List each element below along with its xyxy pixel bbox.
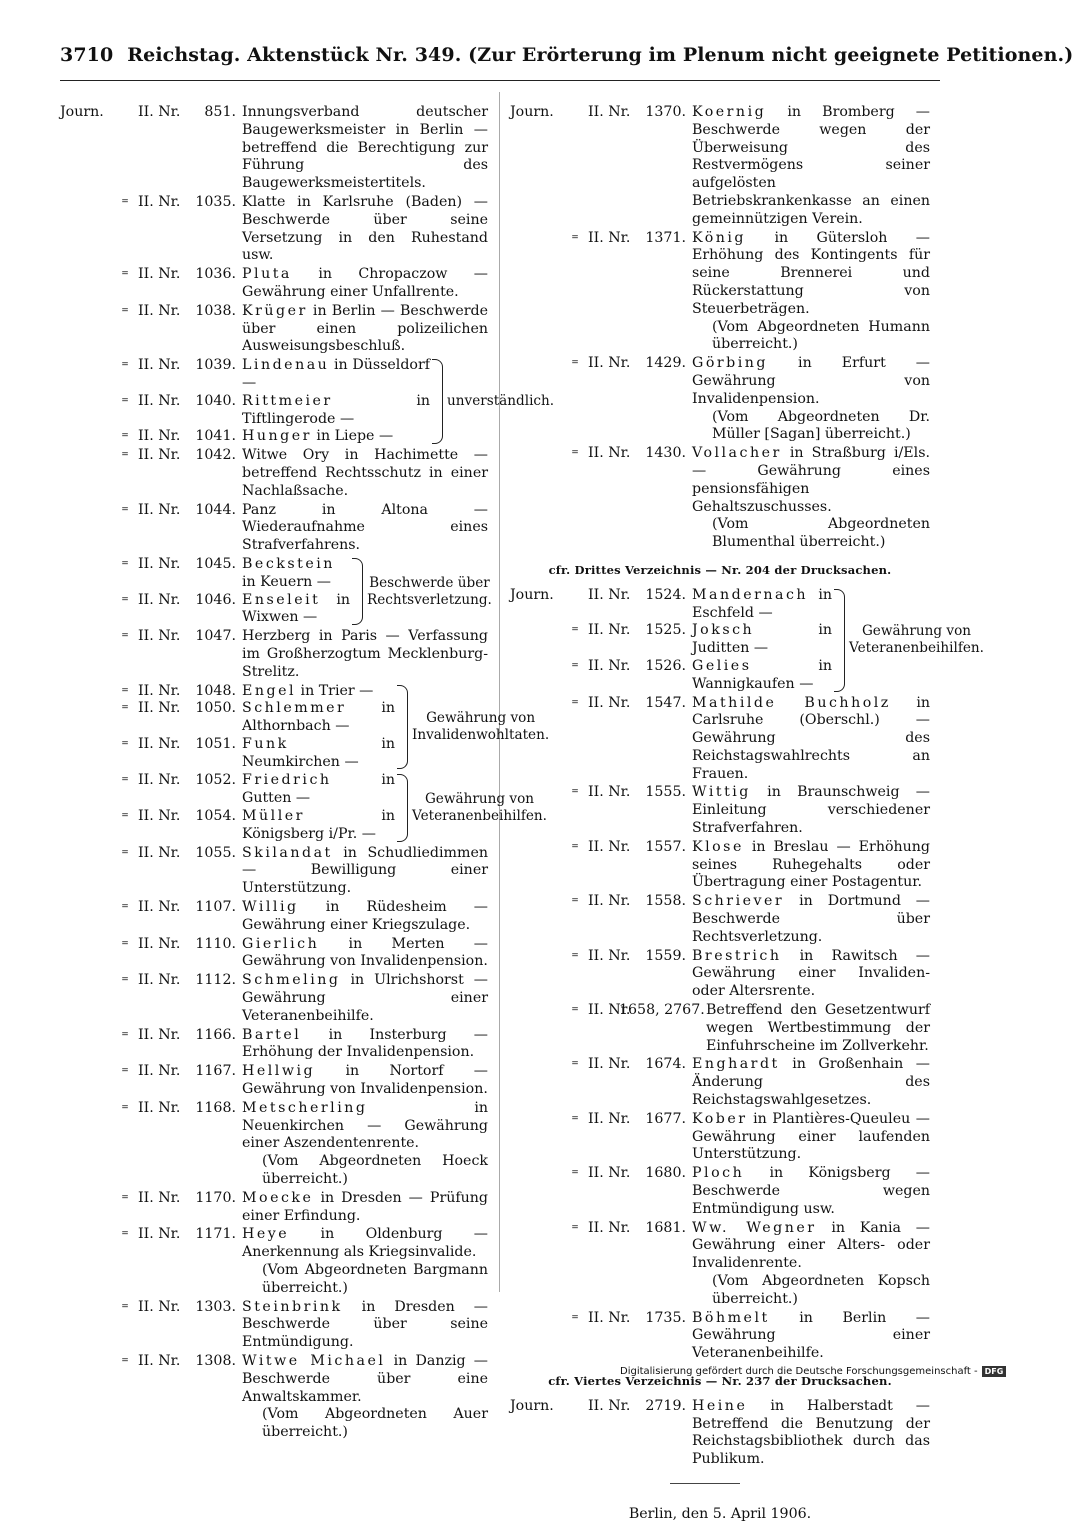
ditto-mark: =: [571, 950, 579, 961]
group-brace: [834, 589, 845, 692]
petition-number: 1526.: [645, 657, 686, 674]
petition-entry: = II. Nr. 1526. Gelies in Wannigkaufen —: [571, 657, 832, 692]
petitioner-name: Krüger: [242, 302, 308, 319]
petitioner-name: Rittmeier: [242, 392, 333, 409]
ditto-mark: =: [121, 1229, 129, 1240]
petition-entry: = II. Nr. 1048. Engel in Trier —: [121, 682, 374, 699]
ditto-mark: =: [571, 697, 579, 708]
ditto-mark: =: [121, 269, 129, 280]
petitioner-name: Mandernach: [692, 586, 809, 603]
petition-number: 1547.: [645, 694, 686, 711]
petition-number: 1048.: [195, 682, 236, 699]
petitioner-name: Willig: [242, 899, 299, 916]
petition-entry: = II. Nr. 1110. Gierlich in Merten — Gewährung von Invalidenpension.: [60, 936, 488, 972]
petitioner-name: Bartel: [242, 1026, 302, 1043]
petition-number: 1524.: [645, 586, 686, 603]
ditto-mark: =: [571, 896, 579, 907]
petitioner-name: Müller: [242, 808, 305, 825]
petition-entry: = II. Nr. 1166. Bartel in Insterburg — Erhöhung der Invalidenpension.: [60, 1027, 488, 1063]
petition-entry: Journ. II. Nr. 2719. Heine in Halberstadt — Betreffend die Benutzung der Reichstagsbibliothek durch das Publikum.: [510, 1397, 930, 1468]
section-heading: cfr. Drittes Verzeichnis — Nr. 204 der Drucksachen.: [548, 562, 892, 577]
petition-number: 1681.: [645, 1219, 686, 1236]
petition-number: 1050.: [195, 700, 236, 717]
petition-number: 1051.: [195, 735, 236, 752]
ditto-mark: =: [121, 1029, 129, 1040]
presenter-note: (Vom Abgeordneten Humann überreicht.): [712, 318, 930, 353]
petitioner-name: Enghardt: [692, 1056, 780, 1073]
ditto-mark: =: [571, 1222, 579, 1233]
petition-entry: Journ. II. Nr. 851. Innungsverband deutscher Baugewerksmeister in Berlin — betreffend die Berechtigung zur Führung des Baugewerksmeistertitels.: [60, 104, 488, 192]
petitioner-name: Kober: [692, 1110, 748, 1127]
petition-number: 2719.: [645, 1397, 686, 1414]
group-label: Gewährung von Veteranenbeihilfen.: [849, 623, 984, 657]
petitioner-name: Heine: [692, 1397, 748, 1414]
petitioner-name: Joksch: [692, 622, 755, 639]
section-heading: cfr. Viertes Verzeichnis — Nr. 237 der Drucksachen.: [548, 1373, 892, 1388]
ditto-mark: =: [571, 448, 579, 459]
petitioner-name: Schmeling: [242, 972, 341, 989]
petition-entry: = II. Nr. 1107. Willig in Rüdesheim — Gewährung einer Kriegszulage.: [60, 899, 488, 935]
petitioner-name: Moecke: [242, 1189, 314, 1206]
petition-entry: = II. Nr. 1046. Enseleit in Wixwen —: [121, 591, 350, 626]
footer-text: Digitalisierung gefördert durch die Deutsche Forschungsgemeinschaft -: [620, 1366, 978, 1377]
petition-number: 1040.: [195, 392, 236, 409]
ditto-mark: =: [121, 1355, 129, 1366]
ditto-mark: =: [571, 232, 579, 243]
petitioner-name: Schriever: [692, 893, 785, 910]
petition-entry: = II. Nr. 1050. Schlemmer in Althornbach —: [121, 700, 395, 735]
petition-number: 1047.: [195, 628, 236, 645]
petitioner-name: Böhmelt: [692, 1309, 770, 1326]
group-brace: [432, 359, 443, 444]
petition-entry: = II. Nr. 1557. Klose in Breslau — Erhöhung seines Ruhegehalts oder Übertragung einer Postagentur.: [510, 839, 930, 892]
petitioner-name: Pluta: [242, 266, 292, 283]
ditto-mark: =: [121, 450, 129, 461]
ditto-mark: =: [121, 1066, 129, 1077]
ditto-mark: =: [121, 847, 129, 858]
petition-number: 1112.: [195, 972, 236, 989]
petitioner-name: Brestrich: [692, 947, 782, 964]
ditto-mark: =: [121, 1301, 129, 1312]
petition-number: 1168.: [195, 1099, 236, 1116]
right-column: [510, 104, 984, 1524]
petition-entry: = II. Nr. 1170. Moecke in Dresden — Prüfung einer Erfindung.: [60, 1190, 488, 1226]
petition-number: 1041.: [195, 428, 236, 445]
ditto-mark: =: [121, 902, 129, 913]
group-label: unverständlich.: [447, 393, 555, 410]
petition-group: [60, 772, 547, 843]
petitioner-name: Heye: [242, 1226, 290, 1243]
presenter-note: (Vom Abgeordneten Bargmann überreicht.): [262, 1262, 488, 1296]
petition-entry: = II. Nr. 1371. König in Gütersloh — Erhöhung des Kontingents für seine Brennerei und Rückerstattung von Steuerbeträgen. (Vom Abgeordneten Humann überreicht.): [510, 230, 930, 355]
petition-entry: = II. Nr. 1052. Friedrich in Gutten —: [121, 772, 395, 807]
petition-number: 1035.: [195, 193, 236, 210]
petition-number: 1042.: [195, 447, 236, 464]
presenter-note: (Vom Abgeordneten Hoeck überreicht.): [262, 1153, 488, 1188]
ditto-mark: =: [571, 1005, 579, 1016]
ditto-mark: =: [571, 1113, 579, 1124]
petitioner-name: Mathilde Buchholz: [692, 694, 891, 711]
petition-entry: = II. Nr. 1051. Funk in Neumkirchen —: [121, 735, 395, 770]
petitioner-name: König: [692, 229, 747, 246]
petition-number: 1525.: [645, 622, 686, 639]
petitioner-name: Friedrich: [242, 772, 332, 789]
petition-entry: = II. Nr. 1054. Müller in Königsberg i/Pr. —: [121, 808, 395, 842]
ditto-mark: =: [121, 1192, 129, 1203]
ditto-mark: =: [121, 631, 129, 642]
ditto-mark: =: [571, 1312, 579, 1323]
petitioner-name: Gierlich: [242, 935, 320, 952]
petition-entry: = II. Nr. 1167. Hellwig in Nortorf — Gewährung von Invalidenpension.: [60, 1063, 488, 1099]
petition-number: 1371.: [645, 229, 686, 246]
petition-entry: = II. Nr. 1045. Beckstein in Keuern —: [121, 555, 335, 590]
presenter-note: (Vom Abgeordneten Kopsch überreicht.): [712, 1273, 930, 1307]
petitioner-name: Gelies: [692, 657, 752, 674]
petitioner-name: Schlemmer: [242, 700, 347, 717]
petition-number: 1166.: [195, 1026, 236, 1043]
petition-entry: = II. Nr. 1171. Heye in Oldenburg — Anerkennung als Kriegsinvalide. (Vom Abgeordneten Bargmann überreicht.): [60, 1226, 488, 1297]
digitization-footer: [620, 1366, 1004, 1377]
petition-number: 1303.: [195, 1298, 236, 1315]
petitioner-name: Funk: [242, 735, 289, 752]
petitioner-name: Lindenau: [242, 357, 330, 374]
petitioner-name: Görbing: [692, 355, 768, 372]
presenter-note: (Vom Abgeordneten Blumenthal überreicht.): [712, 516, 930, 551]
petition-entry: = II. Nr. 1681. Ww. Wegner in Kania — Gewährung einer Alters- oder Invalidenrente. (Vom Abgeordneten Kopsch überreicht.): [510, 1220, 930, 1309]
dfg-logo-icon: DFG: [982, 1366, 1007, 1377]
petition-entry: = II. Nr. 1559. Brestrich in Rawitsch — Gewährung einer Invaliden- oder Altersrente.: [510, 948, 930, 1001]
petition-number: 1430.: [645, 445, 686, 462]
petition-number: 1110.: [195, 935, 236, 952]
petition-number: 1038.: [195, 302, 236, 319]
petition-entry: = II. Nr. 1168. Metscherling in Neuenkirchen — Gewährung einer Aszendentenrente. (Vom Abgeordneten Hoeck überreicht.): [60, 1100, 488, 1189]
petition-entry: = II. Nr. 1036. Pluta in Chropaczow — Gewährung einer Unfallrente.: [60, 266, 488, 302]
petition-number: 1046.: [195, 591, 236, 608]
presenter-note: (Vom Abgeordneten Dr. Müller [Sagan] überreicht.): [712, 408, 930, 443]
petitioner-name: Steinbrink: [242, 1298, 343, 1315]
journal-label: Journ.: [510, 586, 554, 603]
petition-number: 1735.: [645, 1309, 686, 1326]
petition-entry: = II. Nr. 1674. Enghardt in Großenhain — Änderung des Reichstagswahlgesetzes.: [510, 1056, 930, 1109]
petition-entry: = II. Nr. 1525. Joksch in Juditten —: [571, 622, 832, 657]
petition-number: 1677.: [645, 1110, 686, 1127]
petition-entry: = II. Nr. 1040. Rittmeier in Tiftlingerode —: [121, 392, 430, 427]
petitioner-name: Klose: [692, 838, 744, 855]
ditto-mark: =: [121, 1102, 129, 1113]
petition-entry: Journ. II. Nr. 1524. Mandernach in Eschfeld —: [510, 586, 832, 621]
ditto-mark: =: [571, 1059, 579, 1070]
petition-entry: = II. Nr. 1303. Steinbrink in Dresden — Beschwerde über seine Entmündigung.: [60, 1299, 488, 1352]
ditto-mark: =: [121, 504, 129, 515]
group-label: Beschwerde über Rechtsverletzung.: [367, 574, 492, 608]
page-header: [60, 44, 1073, 66]
petition-number: 1555.: [645, 784, 686, 801]
petition-number: 1308.: [195, 1352, 236, 1369]
ditto-mark: =: [571, 841, 579, 852]
petition-number: 1558.: [645, 893, 686, 910]
petition-number: 1052.: [195, 772, 236, 789]
petitioner-name: Skilandat: [242, 844, 333, 861]
petition-entry: Journ. II. Nr. 1370. Koernig in Bromberg — Beschwerde wegen der Überweisung des Restvermögens seiner aufgelösten Betriebskrankenkasse an einen gemeinnützigen Verein.: [510, 104, 930, 227]
petitioner-name: Vollacher: [692, 445, 782, 462]
petitioner-name: Witwe Michael: [242, 1352, 386, 1369]
group-brace: [397, 685, 408, 770]
petitioner-name: Beckstein: [242, 555, 335, 572]
petition-number: 1045.: [195, 555, 236, 572]
petition-number: 1054.: [195, 808, 236, 825]
petition-number: 1171.: [195, 1226, 236, 1243]
header-rule: [60, 80, 940, 81]
journal-label: Journ.: [60, 104, 104, 120]
closing-rule: [670, 1483, 740, 1484]
ditto-mark: =: [121, 305, 129, 316]
petition-entry: = II. Nr. 1555. Wittig in Braunschweig — Einleitung verschiedener Strafverfahren.: [510, 784, 930, 837]
petition-entry: = II. Nr. 1055. Skilandat in Schudliedimmen — Bewilligung einer Unterstützung.: [60, 845, 488, 898]
petitioner-name: Ww. Wegner: [692, 1219, 817, 1236]
petitioner-name: Ploch: [692, 1165, 745, 1182]
petitioner-name: Hellwig: [242, 1063, 316, 1080]
petition-entry: = II. Nr. 1680. Ploch in Königsberg — Beschwerde wegen Entmündigung usw.: [510, 1165, 930, 1218]
petition-entry: = II. Nr. 1430. Vollacher in Straßburg i/Els. — Gewährung eines pensionsfähigen Gehaltszuschusses. (Vom Abgeordneten Blumenthal überreicht.): [510, 445, 930, 552]
ditto-mark: =: [571, 358, 579, 369]
petition-entry: = II. Nr. 1112. Schmeling in Ulrichshorst — Gewährung einer Veteranenbeihilfe.: [60, 972, 488, 1025]
petition-group: [60, 682, 550, 772]
petition-number: 1167.: [195, 1063, 236, 1080]
petition-entry: = II. Nr. 1047. Herzberg in Paris — Verfassung im Großherzogtum Mecklenburg-Strelitz.: [60, 628, 488, 681]
petition-entry: = II. Nr. 1041. Hunger in Liepe —: [121, 428, 394, 445]
petition-number: 1559.: [645, 947, 686, 964]
petition-number: 1674.: [645, 1056, 686, 1073]
ditto-mark: =: [571, 1168, 579, 1179]
petition-entry: = II. Nr. 1039. Lindenau in Düsseldorf —: [121, 357, 430, 391]
ditto-mark: =: [571, 787, 579, 798]
page-number: 3710: [60, 44, 114, 66]
petitioner-name: Engel: [242, 682, 297, 699]
petitioner-name: Enseleit: [242, 591, 321, 608]
petition-number: 1557.: [645, 838, 686, 855]
group-brace: [397, 774, 408, 841]
petition-entry: = II. Nr. 1429. Görbing in Erfurt — Gewährung von Invalidenpension. (Vom Abgeordneten Dr. Müller [Sagan] überreicht.): [510, 355, 930, 444]
group-label: Gewährung von Veteranenbeihilfen.: [412, 791, 547, 825]
petition-number: 1055.: [195, 844, 236, 861]
petition-entry: = II. Nr. 1547. Mathilde Buchholz in Carlsruhe (Oberschl.) — Gewährung des Reichstagswahlrechts an Frauen.: [510, 695, 930, 784]
petition-number: 1370.: [645, 104, 686, 120]
petition-entry: = II. Nr. 1735. Böhmelt in Berlin — Gewährung einer Veteranenbeihilfe.: [510, 1310, 930, 1363]
journal-label: Journ.: [510, 104, 554, 120]
petition-group: [60, 357, 555, 446]
place-date: Berlin, den 5. April 1906.: [628, 1505, 812, 1522]
petition-entry: = II. Nr. 1038. Krüger in Berlin — Beschwerde über einen polizeilichen Ausweisungsbeschluß.: [60, 303, 488, 356]
petition-entry: = II. Nr. 1042. Witwe Ory in Hachimette — betreffend Rechtsschutz in einer Nachlaßsache.: [60, 447, 488, 500]
petition-number: 851.: [204, 104, 236, 120]
petition-entry: = II. Nr. 1035. Klatte in Karlsruhe (Baden) — Beschwerde über seine Versetzung in den Ruhestand usw.: [60, 194, 488, 265]
group-brace: [352, 558, 363, 625]
petition-number: 1107.: [195, 899, 236, 916]
left-column: [60, 104, 555, 1443]
ditto-mark: =: [121, 196, 129, 207]
petition-entry: = II. Nr. 1658, 2767. Betreffend den Gesetzentwurf wegen Wertbestimmung der Einfuhrscheine im Zollverkehr.: [510, 1002, 930, 1055]
petitioner-name: Koernig: [692, 104, 767, 120]
petitioner-name: Metscherling: [242, 1099, 368, 1116]
petition-number: 1036.: [195, 266, 236, 283]
petition-number: 1044.: [195, 501, 236, 518]
petitioner-name: Wittig: [692, 784, 751, 801]
petitioner-name: Hunger: [242, 428, 312, 445]
petition-number: 1170.: [195, 1189, 236, 1206]
petition-entry: = II. Nr. 1558. Schriever in Dortmund — Beschwerde über Rechtsverletzung.: [510, 893, 930, 946]
ditto-mark: =: [121, 975, 129, 986]
petition-number: 1658, 2767.: [619, 1002, 705, 1019]
petition-number: 1039.: [195, 357, 236, 374]
petition-group: [510, 586, 984, 694]
petition-entry: = II. Nr. 1677. Kober in Plantières-Queuleu — Gewährung einer laufenden Unterstützung.: [510, 1111, 930, 1164]
petition-entry: = II. Nr. 1044. Panz in Altona — Wiederaufnahme eines Strafverfahrens.: [60, 502, 488, 555]
group-label: Gewährung von Invalidenwohltaten.: [412, 709, 550, 743]
ditto-mark: =: [121, 938, 129, 949]
petition-number: 1680.: [645, 1165, 686, 1182]
petition-number: 1429.: [645, 355, 686, 372]
journal-label: Journ.: [510, 1397, 554, 1414]
presenter-note: (Vom Abgeordneten Auer überreicht.): [262, 1406, 488, 1441]
petition-group: [60, 555, 492, 627]
page-title: Reichstag. Aktenstück Nr. 349. (Zur Erörterung im Plenum nicht geeignete Petitionen.): [127, 44, 1073, 66]
petition-entry: = II. Nr. 1308. Witwe Michael in Danzig — Beschwerde über eine Anwaltskammer. (Vom Abgeordneten Auer überreicht.): [60, 1353, 488, 1442]
